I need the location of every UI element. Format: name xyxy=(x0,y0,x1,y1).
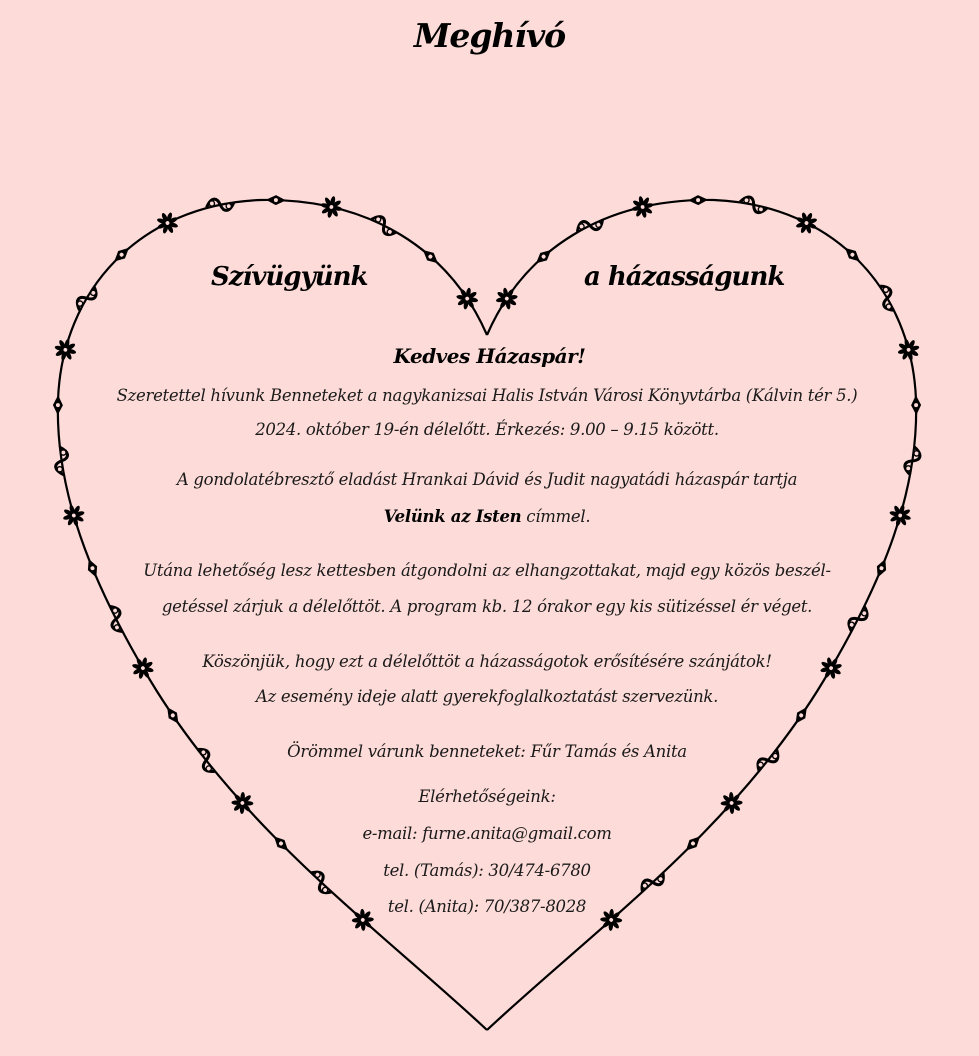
talk-line-1: A gondolatébresztő eladást Hrankai Dávid és Judit nagyatádi házaspár tartja xyxy=(176,470,798,489)
thanks-line-1: Köszönjük, hogy ezt a délelőttöt a házasságotok erősítésére szánjátok! xyxy=(202,652,772,671)
flourish-ornament-icon xyxy=(74,283,100,314)
diamond-ornament-icon xyxy=(688,195,708,206)
contacts-heading: Elérhetőségeink: xyxy=(418,787,556,806)
flower-ornament-icon xyxy=(452,283,482,313)
diamond-ornament-icon xyxy=(791,704,811,726)
flourish-ornament-icon xyxy=(739,195,769,214)
flower-ornament-icon xyxy=(153,208,182,237)
flourish-ornament-icon xyxy=(574,213,605,238)
thanks-line-2: Az esemény ideje alatt gyerekfoglalkoztatást szervezünk. xyxy=(255,687,719,706)
talk-suffix: címmel. xyxy=(521,507,591,526)
talk-line-2 xyxy=(0,507,974,526)
flourish-ornament-icon xyxy=(874,283,900,314)
diamond-ornament-icon xyxy=(266,195,286,206)
contact-phone-tamas: tel. (Tamás): 30/474-6780 xyxy=(383,861,591,880)
after-line-2: getéssel zárjuk a délelőttöt. A program kb. 12 órakor egy kis sütizéssel ér véget. xyxy=(161,597,813,616)
greeting: Kedves Házaspár! xyxy=(393,344,586,368)
flower-ornament-icon xyxy=(318,194,344,220)
diamond-ornament-icon xyxy=(163,704,183,726)
flourish-ornament-icon xyxy=(368,213,399,238)
contact-phone-anita: tel. (Anita): 70/387-8028 xyxy=(387,897,587,916)
intro-line-1: Szeretettel hívunk Benneteket a nagykanizsai Halis István Városi Könyvtárba (Kálvin tér 5.) xyxy=(116,386,858,405)
heading-right: a házasságunk xyxy=(584,262,785,292)
talk-title: Velünk az Isten xyxy=(383,507,522,526)
heading-left: Szívügyünk xyxy=(211,262,368,292)
hosts-line: Örömmel várunk benneteket: Fűr Tamás és Anita xyxy=(287,742,687,761)
after-line-1: Utána lehetőség lesz kettesben átgondolni az elhangzottakat, majd egy közös beszél- xyxy=(143,561,831,580)
flourish-ornament-icon xyxy=(205,195,235,214)
flower-ornament-icon xyxy=(492,283,522,313)
contact-email: e-mail: furne.anita@gmail.com xyxy=(362,824,612,843)
flower-ornament-icon xyxy=(629,194,655,220)
page-title: Meghívó xyxy=(413,16,566,55)
intro-line-2: 2024. október 19-én délelőtt. Érkezés: 9.00 – 9.15 között. xyxy=(255,420,719,439)
flower-ornament-icon xyxy=(792,208,821,237)
